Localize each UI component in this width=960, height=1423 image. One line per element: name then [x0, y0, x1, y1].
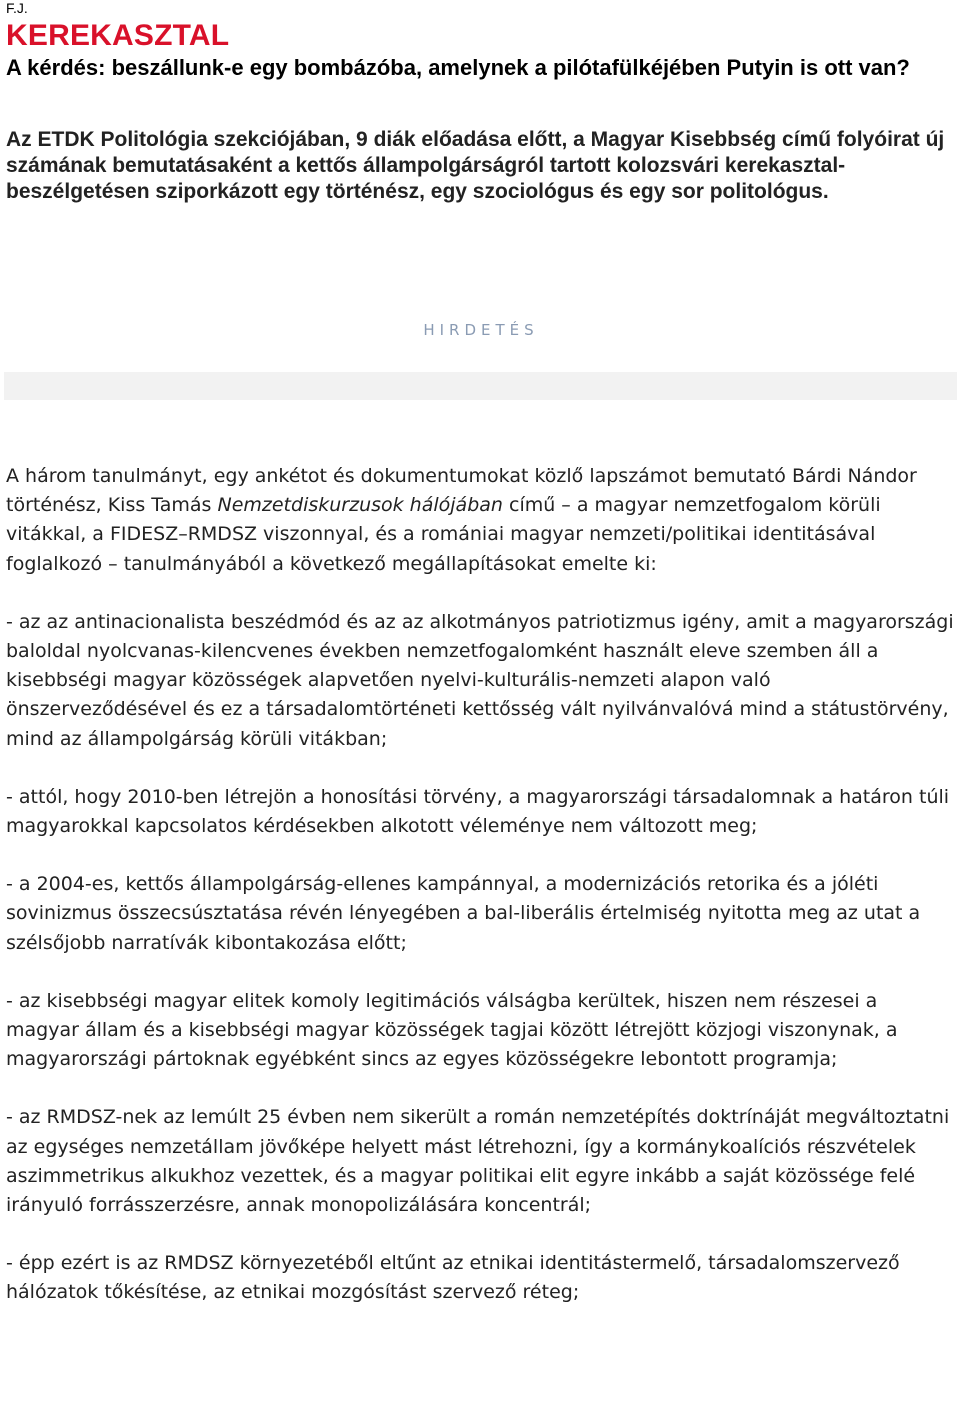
article — [6, 0, 956, 1304]
author-byline: F.J. — [6, 0, 28, 16]
advertisement-slot — [4, 372, 957, 400]
intro-paragraph — [6, 462, 956, 579]
intro-text-after: című – a magyar nemzetfogalom körüli vitákkal, a FIDESZ–RMDSZ viszonnyal, és a romániai magyar nemzeti/politikai identitásával foglalkozó – tanulmányából a következő megállapításokat emelte ki: — [6, 494, 881, 575]
point-paragraph: - az kisebbségi magyar elitek komoly legitimációs válságba kerültek, hiszen nem részesei a magyar állam és a kisebbségi magyar közösségek tagjai között létrejött közjogi viszonynak, a magyarországi pártoknak egyébként sincs az egyes közösségekre lebontott programja; — [6, 989, 898, 1071]
article-lead: Az ETDK Politológia szekciójában, 9 diák előadása előtt, a Magyar Kisebbség című folyóirat új számának bemutatásaként a kettős állampolgárságról tartott kolozsvári kerekasztal-beszélgetésen sziporkázott egy történész, egy szociológus és egy sor politológus. — [6, 128, 945, 203]
article-body — [6, 462, 956, 1337]
article-headline: A kérdés: beszállunk-e egy bombázóba, amelynek a pilótafülkéjében Putyin is ott van? — [6, 55, 910, 80]
advertisement-label: HIRDETÉS — [423, 321, 539, 339]
point-paragraph: - az az antinacionalista beszédmód és az az alkotmányos patriotizmus igény, amit a magyarországi baloldal nyolcvanas-kilencvenes években nemzetfogalomként használt eleve szemben áll a kisebbségi magyar közösségek alapvetően nyelvi-kulturális-nemzeti alapon való önszerveződésével és ez a társadalomtörténeti kettősség vált nyilvánvalóvá mind a státustörvény, mind az állampolgárság körüli vitákban; — [6, 610, 954, 750]
point-paragraph: - épp ezért is az RMDSZ környezetéből eltűnt az etnikai identitástermelő, társadalomszervező hálózatok tőkésítése, az etnikai mozgósítást szervező réteg; — [6, 1252, 900, 1304]
point-paragraph: - a 2004-es, kettős állampolgárság-ellenes kampánnyal, a modernizációs retorika és a jóléti sovinizmus összecsúsztatása révén lényegében a bal-liberális értelmiség nyitotta meg az utat a szélsőjobb narratívák kibontakozása előtt; — [6, 873, 921, 954]
point-paragraph: - attól, hogy 2010-ben létrejön a honosítási törvény, a magyarországi társadalomnak a határon túli magyarokkal kapcsolatos kérdésekben alkotott véleménye nem változott meg; — [6, 785, 950, 838]
study-title: Nemzetdiskurzusok hálójában — [217, 494, 503, 517]
intro-text-before: A három tanulmányt, egy ankétot és dokumentumokat közlő lapszámot bemutató Bárdi Nándor történész, Kiss Tamás — [6, 465, 917, 517]
category-title: KEREKASZTAL — [6, 19, 230, 52]
point-paragraph: - az RMDSZ-nek az lemúlt 25 évben nem sikerült a román nemzetépítés doktrínáját megváltoztatni az egységes nemzetállam jövőképe helyett mást létrehozni, így a kormánykoalíciós részvételek aszimmetrikus alkukhoz vezettek, és a magyar politikai elit egyre inkább a saját közössége felé irányuló forrásszerzésre, annak monopolizálására koncentrál; — [6, 1106, 950, 1217]
